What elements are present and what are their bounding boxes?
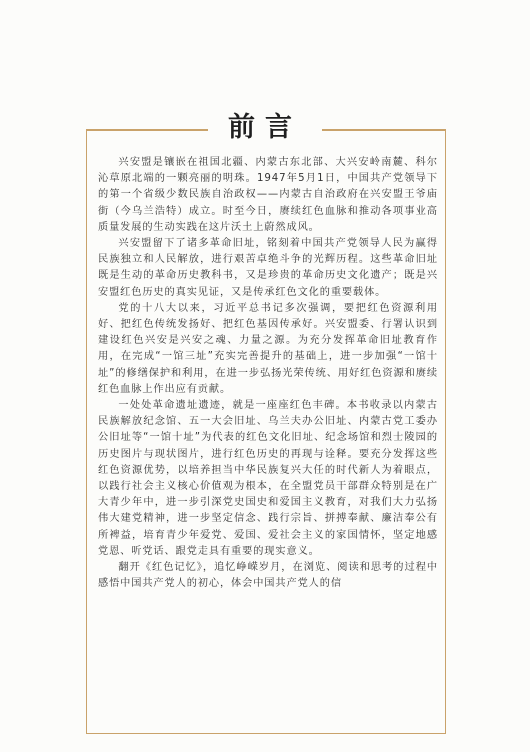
paragraph: 翻开《红色记忆》，追忆峥嵘岁月，在浏览、阅读和思考的过程中感悟中国共产党人的初心，体会中国共产党人的信 xyxy=(98,562,438,590)
paragraph: 兴安盟留下了诸多革命旧址，铭刻着中国共产党领导人民为赢得民族独立和人民解放，进行艰苦卓绝斗争的光辉历程。这些革命旧址既是生动的革命历史教科书，又是珍贵的革命历史文化遗产；既是兴安盟红色历史的真实见证，又是传承红色文化的重要载体。 xyxy=(98,238,438,298)
preface-body xyxy=(98,155,438,592)
page-title: 前言 xyxy=(208,108,322,148)
title-rule-right xyxy=(322,129,446,130)
paragraph: 党的十八大以来，习近平总书记多次强调，要把红色资源利用好、把红色传统发扬好、把红色基因传承好。兴安盟委、行署认识到建设红色兴安是兴安之魂、力量之源。为充分发挥革命旧址教育作用，在完成“一馆三址”充实完善提升的基础上，进一步加强“一馆十址”的修缮保护和利用，在进一步弘扬光荣传统、用好红色资源和赓续红色血脉上作出应有贡献。 xyxy=(98,302,438,395)
paragraph: 兴安盟是镶嵌在祖国北疆、内蒙古东北部、大兴安岭南麓、科尔沁草原北端的一颗亮丽的明珠。1947年5月1日，中国共产党领导下的第一个省级少数民族自治政权——内蒙古自治政府在兴安盟王爷庙街（今乌兰浩特）成立。时至今日，赓续红色血脉和推动各项事业高质量发展的生动实践在这片沃土上蔚然成风。 xyxy=(98,157,438,233)
title-rule-left xyxy=(86,129,208,130)
paragraph: 一处处革命遗址遗迹，就是一座座红色丰碑。本书收录以内蒙古民族解放纪念馆、五一大会旧址、乌兰夫办公旧址、内蒙古党工委办公旧址等“一馆十址”为代表的红色文化旧址、纪念场馆和烈士陵园的历史图片与现状图片，进行红色历史的再现与诠释。要充分发挥这些红色资源优势，以培养担当中华民族复兴大任的时代新人为着眼点，以践行社会主义核心价值观为根本，在全盟党员干部群众特别是在广大青少年中，进一步引深党史国史和爱国主义教育，对我们大力弘扬伟大建党精神，进一步坚定信念、践行宗旨、拼搏奉献、廉洁奉公有所裨益，培育青少年爱党、爱国、爱社会主义的家国情怀，坚定地感党恩、听党话、跟党走具有重要的现实意义。 xyxy=(98,400,438,557)
